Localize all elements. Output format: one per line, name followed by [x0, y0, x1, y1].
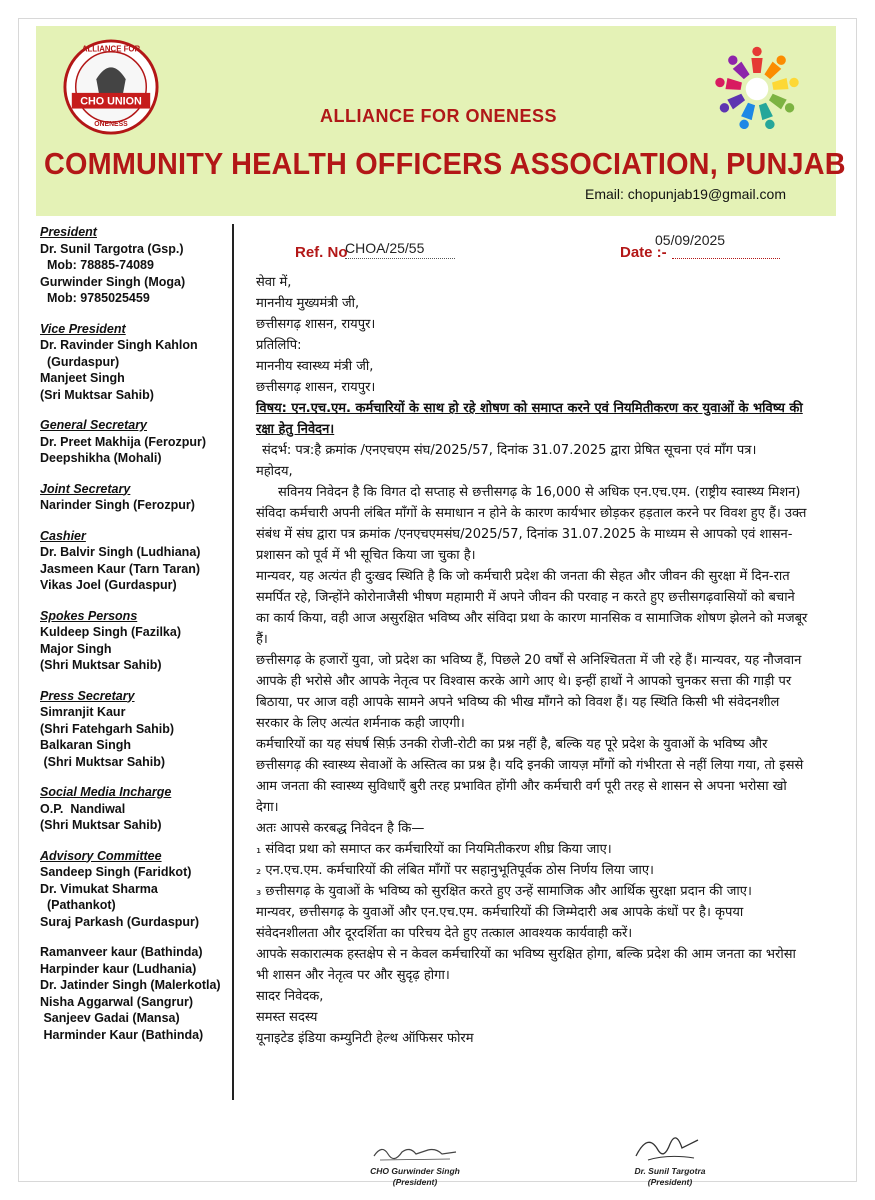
- sidebar-member-line: Gurwinder Singh (Moga): [40, 274, 186, 289]
- request-line: अतः आपसे करबद्ध निवेदन है कि—: [256, 821, 425, 836]
- signatory-name: CHO Gurwinder Singh: [370, 1166, 460, 1176]
- sidebar-member-line: (Pathankot): [40, 898, 116, 912]
- sidebar-gap: [40, 930, 230, 944]
- sidebar-gap: [40, 307, 230, 321]
- address-line: छत्तीसगढ़ शासन, रायपुर।: [256, 317, 376, 332]
- closing-line: सादर निवेदक,: [256, 989, 324, 1004]
- alliance-title: ALLIANCE FOR ONENESS: [320, 106, 558, 126]
- sidebar-member-line: Suraj Parkash (Gurdaspur): [40, 914, 200, 929]
- paragraph-2: मान्यवर, यह अत्यंत ही दुःखद स्थिति है कि जो कर्मचारी प्रदेश की जनता की सेहत और जीवन की सुरक्षा में दिन-रात समर्पित रहे, जिन्होंने कोरोनाजैसी भीषण महामारी में अपने जीवन की परवाह न करते हुए छत्तीसगढ़वासियों को बचाने का कार्य किया, वही आज असुरक्षित भविष्य और संविदा प्रथा के कारण मानसिक व सामाजिक शोषण झेलने को मजबूर हैं।: [256, 569, 808, 647]
- sidebar-group-title: General Secretary: [40, 418, 148, 432]
- date-label: Date :-: [620, 244, 667, 261]
- sidebar-gap: [40, 594, 230, 608]
- sidebar-group-title: Joint Secretary: [40, 481, 131, 496]
- logo-ring-bottom: ONENESS: [94, 121, 128, 129]
- ref-label: Ref. No: [295, 244, 348, 261]
- sidebar-group-title: Press Secretary: [40, 688, 135, 703]
- sidebar-member-line: Jasmeen Kaur (Tarn Taran): [40, 561, 201, 576]
- signature-gurwinder: [370, 1140, 460, 1164]
- address-line: प्रतिलिपि:: [256, 338, 302, 353]
- sidebar-member-line: (Shri Muktsar Sahib): [40, 754, 166, 769]
- date-dotted-line: [672, 258, 780, 259]
- sidebar-gap: [40, 770, 230, 784]
- sidebar-member-line: Dr. Vimukat Sharma: [40, 881, 158, 896]
- signature-block-2: [600, 1166, 740, 1188]
- request-point: ₂ एन.एच.एम. कर्मचारियों की लंबित माँगों पर सहानुभूतिपूर्वक ठोस निर्णय लिया जाए।: [256, 863, 654, 878]
- sidebar-divider: [232, 224, 234, 1100]
- sidebar-member-line: (Shri Fatehgarh Sahib): [40, 721, 175, 736]
- sidebar-group-title: Spokes Persons: [40, 608, 138, 623]
- paragraph-1: सविनय निवेदन है कि विगत दो सप्ताह से छत्तीसगढ़ के 16,000 से अधिक एन.एच.एम. (राष्ट्रीय स्वास्थ्य मिशन) संविदा कर्मचारी अपनी लंबित माँगों के समाधान न होने के कारण कार्यभार छोड़कर हड़ताल करने पर विवश हुए हैं। उक्त संबंध में संघ द्वारा पत्र क्रमांक /एनएचएमसंघ/2025/57, दिनांक 31.07.2025 के माध्यम से आपको एवं शासन-प्रशासन को पूर्व में भी सूचित किया जा चुका है।: [256, 485, 807, 563]
- sidebar-group-title: Advisory Committee: [40, 848, 162, 863]
- sidebar-member-line: Dr. Balvir Singh (Ludhiana): [40, 545, 201, 559]
- closing-line: समस्त सदस्य: [256, 1010, 318, 1025]
- sidebar-member-line: Sanjeev Gadai (Mansa): [40, 1011, 180, 1025]
- salutation: महोदय,: [256, 464, 293, 479]
- sidebar-gap: [40, 674, 230, 688]
- sidebar-member-line: Harpinder kaur (Ludhania): [40, 961, 197, 976]
- sidebar-member-line: Dr. Jatinder Singh (Malerkotla): [40, 978, 221, 992]
- sidebar-member-line: (Gurdaspur): [40, 354, 120, 369]
- date-value: 05/09/2025: [655, 232, 726, 248]
- sidebar-member-line: Simranjit Kaur: [40, 705, 126, 719]
- signatory-role: (President): [392, 1177, 438, 1187]
- paragraph-5: मान्यवर, छत्तीसगढ़ के युवाओं और एन.एच.एम. कर्मचारियों की जिम्मेदारी अब आपके कंधों पर है। कृपया संवेदनशीलता और दूरदर्शिता का परिचय देते हुए तत्काल आवश्यक कार्यवाही करें।: [256, 905, 744, 941]
- logo-ring-top: ALLIANCE FOR: [81, 44, 141, 54]
- signature-sunil: [628, 1126, 708, 1166]
- sidebar-member-line: Balkaran Singh: [40, 738, 131, 752]
- address-line: सेवा में,: [256, 275, 292, 290]
- sidebar-member-line: O.P. Nandiwal: [40, 801, 126, 816]
- email-address: Email: chopunjab19@gmail.com: [585, 186, 786, 202]
- signatory-role: (President): [647, 1177, 693, 1187]
- closing-line: यूनाइटेड इंडिया कम्युनिटी हेल्थ ऑफिसर फोरम: [256, 1031, 474, 1046]
- cho-union-logo: [62, 38, 160, 136]
- request-point: ₃ छत्तीसगढ़ के युवाओं के भविष्य को सुरक्षित करते हुए उन्हें सामाजिक और आर्थिक सुरक्षा प्रदान की जाए।: [256, 884, 752, 899]
- sidebar-group-title: President: [40, 225, 97, 239]
- letter-reference: संदर्भ: पत्र:है क्रमांक /एनएचएम संघ/2025/57, दिनांक 31.07.2025 द्वारा प्रेषित सूचना एवं माँग पत्र।: [262, 443, 757, 458]
- sidebar-member-line: Major Singh: [40, 641, 112, 656]
- signature-block-1: [345, 1166, 485, 1188]
- sidebar-gap: [40, 467, 230, 481]
- paragraph-6: आपके सकारात्मक हस्तक्षेप से न केवल कर्मचारियों का भविष्य सुरक्षित होगा, बल्कि प्रदेश की आम जनता का भरोसा भी शासन और नेतृत्व पर और सुदृढ़ होगा।: [256, 947, 796, 983]
- sidebar-member-line: Harminder Kaur (Bathinda): [40, 1027, 204, 1042]
- address-line: माननीय मुख्यमंत्री जी,: [256, 296, 360, 311]
- sidebar-member-line: Sandeep Singh (Faridkot): [40, 865, 192, 879]
- address-line: माननीय स्वास्थ्य मंत्री जी,: [256, 359, 374, 374]
- signatory-name: Dr. Sunil Targotra: [634, 1166, 706, 1176]
- sidebar-member-line: Nisha Aggarwal (Sangrur): [40, 994, 194, 1009]
- sidebar-group-title: Social Media Incharge: [40, 785, 172, 799]
- sidebar-gap: [40, 514, 230, 528]
- sidebar-member-line: (Sri Muktsar Sahib): [40, 387, 154, 402]
- sidebar-member-line: Deepshikha (Mohali): [40, 451, 162, 465]
- sidebar-member-line: Dr. Sunil Targotra (Gsp.): [40, 241, 184, 256]
- sidebar-member-line: (Shri Muktsar Sahib): [40, 818, 162, 832]
- sidebar-member-line: Manjeet Singh: [40, 371, 125, 385]
- sidebar-member-line: Mob: 78885-74089: [40, 258, 154, 272]
- logo-main-text: CHO UNION: [80, 95, 142, 108]
- ref-number: CHOA/25/55: [345, 240, 425, 256]
- sidebar-member-line: Mob: 9785025459: [40, 291, 150, 305]
- ref-dotted-line: [345, 258, 455, 259]
- sidebar-member-line: Vikas Joel (Gurdaspur): [40, 578, 177, 592]
- sidebar-gap: [40, 403, 230, 417]
- sidebar-group-title: Vice President: [40, 321, 126, 336]
- sidebar-member-line: Ramanveer kaur (Bathinda): [40, 945, 203, 959]
- sidebar-member-line: (Shri Muktsar Sahib): [40, 658, 162, 672]
- sidebar-member-line: Kuldeep Singh (Fazilka): [40, 625, 181, 639]
- address-line: छत्तीसगढ़ शासन, रायपुर।: [256, 380, 376, 395]
- paragraph-4: कर्मचारियों का यह संघर्ष सिर्फ़ उनकी रोजी-रोटी का प्रश्न नहीं है, बल्कि यह पूरे प्रदेश के युवाओं के भविष्य और छत्तीसगढ़ की स्वास्थ्य सेवाओं के अस्तित्व का प्रश्न है। यदि इनकी जायज़ माँगों को गंभीरता से नहीं लिया गया, तो इससे आम जनता की स्वास्थ्य सुविधाएँ बुरी तरह प्रभावित होंगी और कर्मचारी वर्ग पूरी तरह से शासन से अपना भरोसा खो देगा।: [256, 737, 804, 815]
- association-title: COMMUNITY HEALTH OFFICERS ASSOCIATION, PUNJAB: [44, 146, 846, 181]
- letter-subject: विषय: एन.एच.एम. कर्मचारियों के साथ हो रहे शोषण को समाप्त करने एवं नियमितीकरण कर युवाओं के भविष्य की रक्षा हेतु निवेदन।: [256, 401, 803, 437]
- people-circle-logo: [710, 42, 804, 136]
- sidebar-gap: [40, 834, 230, 848]
- office-bearers-list: [40, 224, 230, 1043]
- letter-body: [256, 272, 808, 1049]
- sidebar-member-line: Narinder Singh (Ferozpur): [40, 498, 195, 512]
- sidebar-member-line: Dr. Ravinder Singh Kahlon: [40, 338, 198, 352]
- paragraph-3: छत्तीसगढ़ के हजारों युवा, जो प्रदेश का भविष्य हैं, पिछले 20 वर्षों से अनिश्चितता में जी रहे हैं। मान्यवर, यह नौजवान आपके ही भरोसे और आपके नेतृत्व पर विश्वास करके आगे आए थे। इन्हीं हाथों ने आपको चुनकर सत्ता की गाड़ी पर बिठाया, पर आज वही आपके सामने अपने भविष्य की भीख माँगने को विवश हैं। यह स्थिति किसी भी संवेदनशील सरकार के लिए अत्यंत शर्मनाक कही जाएगी।: [256, 653, 802, 731]
- sidebar-member-line: Dr. Preet Makhija (Ferozpur): [40, 434, 207, 449]
- request-point: ₁ संविदा प्रथा को समाप्त कर कर्मचारियों का नियमितीकरण शीघ्र किया जाए।: [256, 842, 612, 857]
- sidebar-group-title: Cashier: [40, 528, 86, 543]
